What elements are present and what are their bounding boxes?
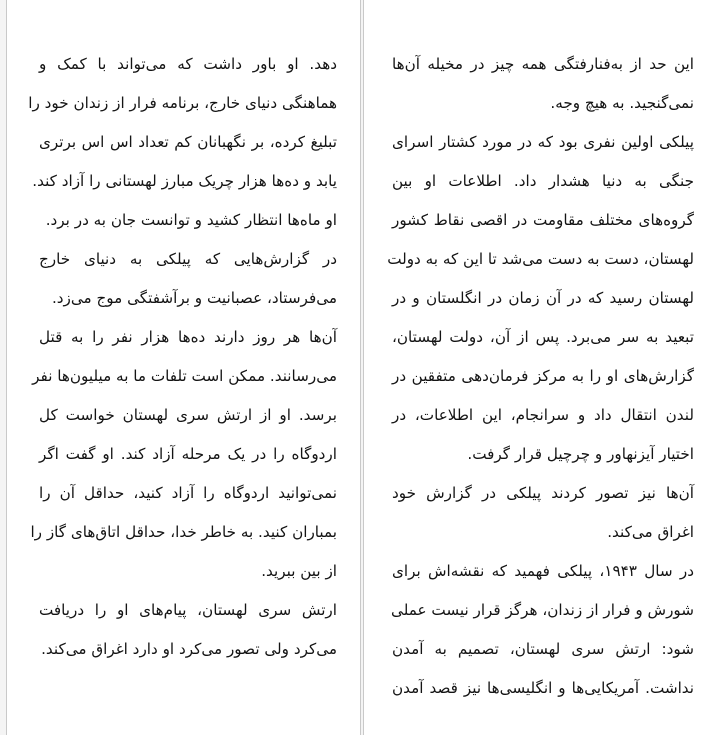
text-line: دهد. او باور داشت که می‌تواند با کمک و	[39, 55, 337, 73]
text-line: لهستان رسید که در آن زمان در انگلستان و در	[392, 289, 694, 307]
text-line: می‌رسانند. ممکن است تلفات ما به میلیون‌ها نفر	[32, 367, 337, 385]
right-page	[363, 0, 722, 735]
text-line: اغراق می‌کند.	[607, 523, 694, 541]
text-line: تبلیغ کرده، بر نگهبانان کم تعداد اس اس برتری	[39, 133, 337, 151]
text-line: اختیار آیزنهاور و چرچیل قرار گرفت.	[467, 445, 694, 463]
text-line: ارتش سری لهستان، پیام‌های او را دریافت	[39, 601, 337, 619]
text-line: لهستان، دست به دست می‌شد تا این که به دولت	[387, 250, 694, 268]
text-line: پیلکی اولین نفری بود که در مورد کشتار اسرای	[392, 133, 694, 151]
text-line: از بین ببرید.	[261, 562, 337, 580]
text-line: اردوگاه را در یک مرحله آزاد کند. او گفت اگر	[39, 445, 337, 463]
text-line: نداشت. آمریکایی‌ها و انگلیسی‌ها نیز قصد آمدن	[392, 679, 694, 697]
text-line: جنگی به دنیا هشدار داد. اطلاعات او بین	[392, 172, 694, 190]
text-line: در سال ۱۹۴۳، پیلکی فهمید که نقشه‌اش برای	[392, 562, 695, 580]
text-line: شود: ارتش سری لهستان، تصمیم به آمدن	[392, 640, 694, 658]
text-line: بمباران کنید. به خاطر خدا، حداقل اتاق‌های گاز را	[30, 523, 337, 541]
left-page-text	[28, 45, 337, 669]
text-line: نمی‌توانید اردوگاه را آزاد کنید، حداقل آن را	[39, 484, 337, 502]
text-line: گروه‌های مختلف مقاومت در اقصی نقاط کشور	[392, 211, 694, 229]
text-line: تبعید به سر می‌برد. پس از آن، دولت لهستان،	[392, 328, 694, 346]
text-line: لندن انتقال داد و سرانجام، این اطلاعات، در	[392, 406, 694, 424]
text-line: آن‌ها هر روز دارند ده‌ها هزار نفر را به قتل	[39, 328, 337, 346]
text-line: می‌فرستاد، عصبانیت و برآشفتگی موج می‌زد.	[51, 289, 337, 307]
text-line: می‌کرد ولی تصور می‌کرد او دارد اغراق می‌کند.	[41, 640, 337, 658]
right-page-text	[387, 45, 695, 708]
left-page	[6, 0, 361, 735]
text-line: شورش و فرار از زندان، هرگز قرار نیست عملی	[391, 601, 694, 619]
text-line: در گزارش‌هایی که پیلکی به دنیای خارج	[39, 250, 337, 268]
text-line: هماهنگی دنیای خارج، برنامه فرار از زندان خود را	[28, 94, 337, 112]
text-line: او ماه‌ها انتظار کشید و توانست جان به در برد.	[45, 211, 337, 229]
text-line: این حد از به‌فنارفتگی همه چیز در مخیله آن‌ها	[392, 55, 694, 73]
text-line: گزارش‌های او را به مرکز فرمان‌دهی متفقین در	[392, 367, 694, 385]
text-line: آن‌ها نیز تصور کردند پیلکی در گزارش خود	[392, 484, 694, 502]
text-line: یابد و ده‌ها هزار چریک مبارز لهستانی را آزاد کند.	[32, 172, 337, 190]
text-line: برسد. او از ارتش سری لهستان خواست کل	[39, 406, 337, 424]
text-line: نمی‌گنجید. به هیچ وجه.	[550, 94, 694, 112]
